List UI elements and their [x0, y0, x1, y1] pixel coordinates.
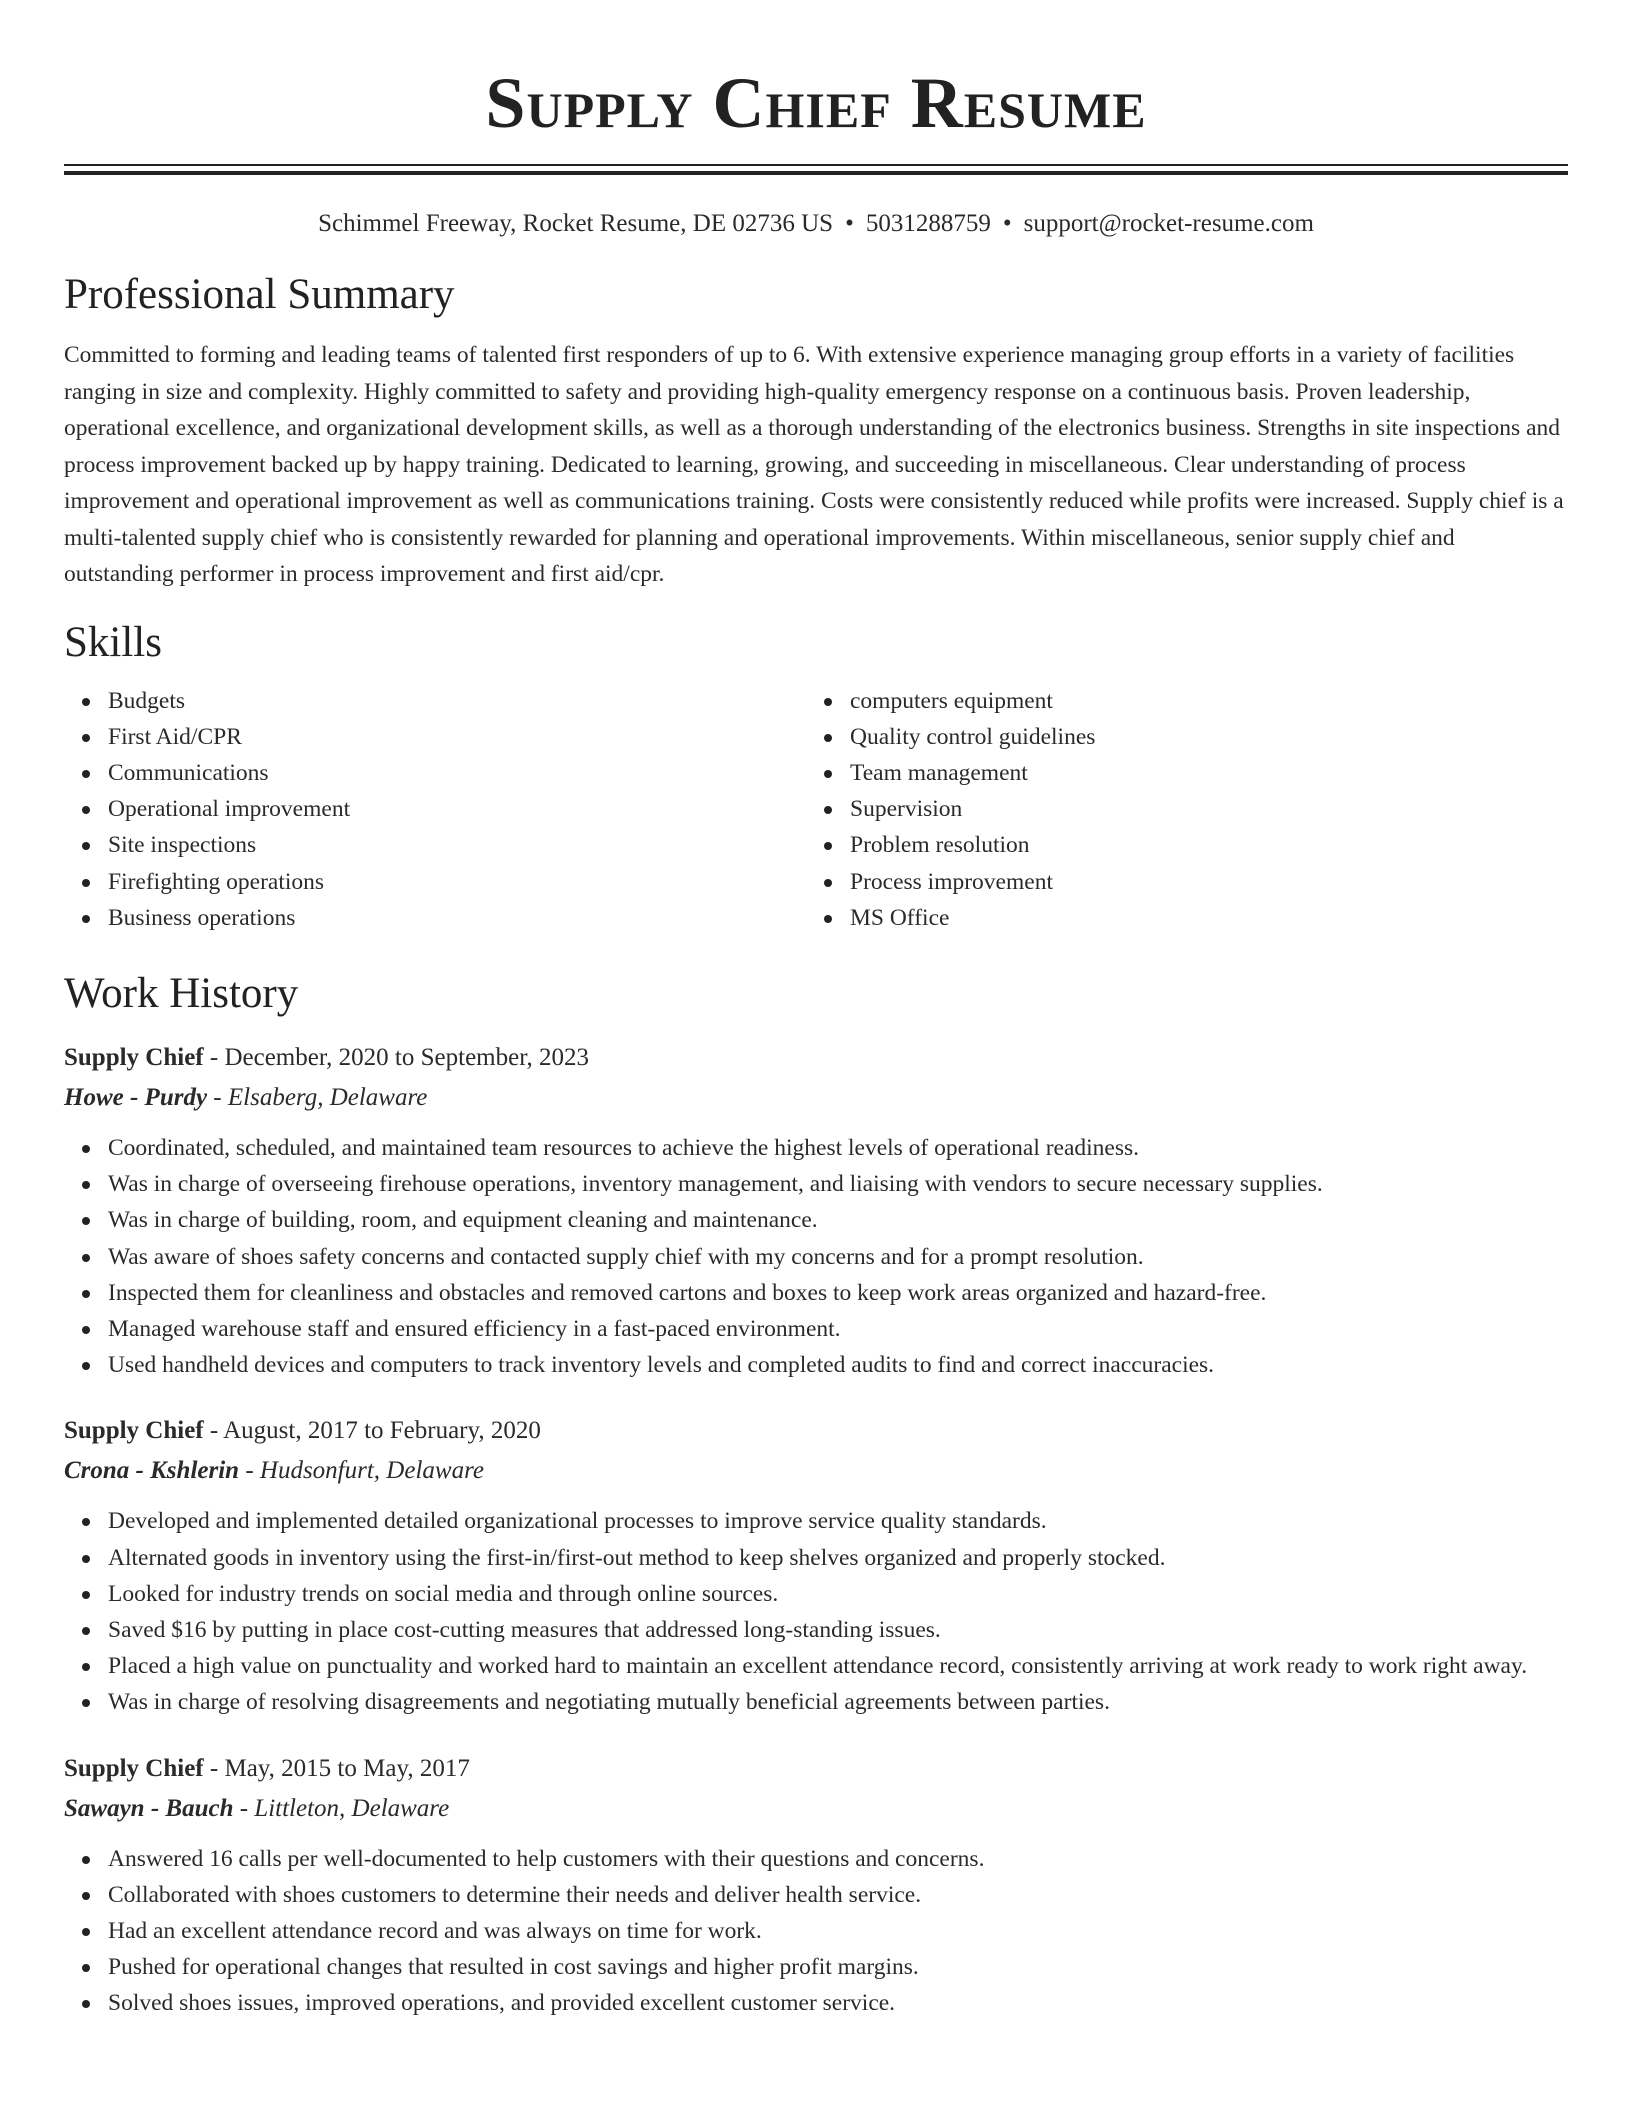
- skill-item: Supervision: [850, 791, 1568, 827]
- job-duties: [64, 1503, 1568, 1720]
- job-entry: [64, 1413, 1568, 1720]
- company-name: Sawayn - Bauch: [64, 1794, 234, 1822]
- company-line: [64, 1453, 1568, 1489]
- job-title-line: [64, 1040, 1568, 1076]
- duty-item: Saved $16 by putting in place cost-cutting measures that addressed long-standing issues.: [108, 1612, 1568, 1648]
- skills-list: [64, 683, 1568, 936]
- skill-item: Site inspections: [108, 827, 806, 863]
- job-title: Supply Chief: [64, 1754, 204, 1782]
- contact-address: Schimmel Freeway, Rocket Resume, DE 02736 US: [318, 210, 834, 237]
- duty-item: Answered 16 calls per well-documented to help customers with their questions and concerns.: [108, 1841, 1568, 1877]
- contact-separator: •: [845, 210, 854, 237]
- duty-item: Developed and implemented detailed organizational processes to improve service quality standards.: [108, 1503, 1568, 1539]
- company-location: - Elsaberg, Delaware: [207, 1083, 428, 1111]
- company-name: Howe - Purdy: [64, 1083, 208, 1111]
- skill-item: Problem resolution: [850, 827, 1568, 863]
- duty-item: Was in charge of overseeing firehouse operations, inventory management, and liaising with vendors to secure necessary supplies.: [108, 1166, 1568, 1202]
- skills-column-right: [806, 683, 1568, 936]
- duty-item: Collaborated with shoes customers to determine their needs and deliver health service.: [108, 1877, 1568, 1913]
- skill-item: Business operations: [108, 900, 806, 936]
- skill-item: First Aid/CPR: [108, 719, 806, 755]
- duty-item: Had an excellent attendance record and was always on time for work.: [108, 1913, 1568, 1949]
- job-title: Supply Chief: [64, 1043, 204, 1071]
- duty-item: Was in charge of building, room, and equipment cleaning and maintenance.: [108, 1202, 1568, 1238]
- skill-item: MS Office: [850, 900, 1568, 936]
- duty-item: Managed warehouse staff and ensured efficiency in a fast-paced environment.: [108, 1311, 1568, 1347]
- duty-item: Pushed for operational changes that resulted in cost savings and higher profit margins.: [108, 1949, 1568, 1985]
- title-divider-thick: [64, 171, 1568, 175]
- skill-item: Quality control guidelines: [850, 719, 1568, 755]
- contact-phone: 5031288759: [865, 210, 991, 237]
- duty-item: Alternated goods in inventory using the first-in/first-out method to keep shelves organized and properly stocked.: [108, 1540, 1568, 1576]
- skill-item: computers equipment: [850, 683, 1568, 719]
- company-name: Crona - Kshlerin: [64, 1457, 240, 1485]
- skills-column-left: [64, 683, 806, 936]
- skill-item: Process improvement: [850, 864, 1568, 900]
- contact-line: [64, 207, 1568, 241]
- duty-item: Inspected them for cleanliness and obstacles and removed cartons and boxes to keep work areas organized and hazard-free.: [108, 1275, 1568, 1311]
- skill-item: Budgets: [108, 683, 806, 719]
- skill-item: Communications: [108, 755, 806, 791]
- job-dates: - December, 2020 to September, 2023: [203, 1043, 590, 1071]
- skill-item: Operational improvement: [108, 791, 806, 827]
- company-line: [64, 1080, 1568, 1116]
- job-duties: [64, 1130, 1568, 1383]
- title-divider-thin: [64, 164, 1568, 166]
- duty-item: Solved shoes issues, improved operations, and provided excellent customer service.: [108, 1985, 1568, 2021]
- job-title: Supply Chief: [64, 1417, 204, 1445]
- job-entry: [64, 1040, 1568, 1383]
- duty-item: Was in charge of resolving disagreements and negotiating mutually beneficial agreements between parties.: [108, 1684, 1568, 1720]
- company-location: - Hudsonfurt, Delaware: [239, 1457, 484, 1485]
- job-title-line: [64, 1413, 1568, 1449]
- summary-text: Committed to forming and leading teams of talented first responders of up to 6. With extensive experience managing group efforts in a variety of facilities ranging in size and complexity. Highly committed to safety and providing high-quality emergency response on a continuous basis. Proven leadership, operational excellence, and organizational development skills, as well as a thorough understanding of the electronics business. Strengths in site inspections and process improvement backed up by happy training. Dedicated to learning, growing, and succeeding in miscellaneous. Clear understanding of process improvement and operational improvement as well as communications training. Costs were consistently reduced while profits were increased. Supply chief is a multi-talented supply chief who is consistently rewarded for planning and operational improvements. Within miscellaneous, senior supply chief and outstanding performer in process improvement and first aid/cpr.: [64, 342, 1564, 587]
- job-dates: - August, 2017 to February, 2020: [203, 1417, 541, 1445]
- duty-item: Placed a high value on punctuality and worked hard to maintain an excellent attendance record, consistently arriving at work ready to work right away.: [108, 1648, 1568, 1684]
- contact-email: support@rocket-resume.com: [1023, 210, 1314, 237]
- job-dates: - May, 2015 to May, 2017: [203, 1754, 470, 1782]
- job-entry: [64, 1751, 1568, 2022]
- company-location: - Littleton, Delaware: [233, 1794, 450, 1822]
- skill-item: Firefighting operations: [108, 864, 806, 900]
- duty-item: Looked for industry trends on social media and through online sources.: [108, 1576, 1568, 1612]
- skills-heading: Skills: [64, 618, 162, 666]
- company-line: [64, 1791, 1568, 1827]
- resume-title: Supply Chief Resume: [485, 63, 1147, 143]
- duty-item: Was aware of shoes safety concerns and contacted supply chief with my concerns and for a prompt resolution.: [108, 1239, 1568, 1275]
- job-title-line: [64, 1751, 1568, 1787]
- skill-item: Team management: [850, 755, 1568, 791]
- work-history-heading: Work History: [64, 969, 299, 1017]
- job-duties: [64, 1841, 1568, 2022]
- duty-item: Used handheld devices and computers to track inventory levels and completed audits to find and correct inaccuracies.: [108, 1347, 1568, 1383]
- contact-separator: •: [1002, 210, 1012, 237]
- summary-heading: Professional Summary: [64, 271, 455, 318]
- duty-item: Coordinated, scheduled, and maintained team resources to achieve the highest levels of operational readiness.: [108, 1130, 1568, 1166]
